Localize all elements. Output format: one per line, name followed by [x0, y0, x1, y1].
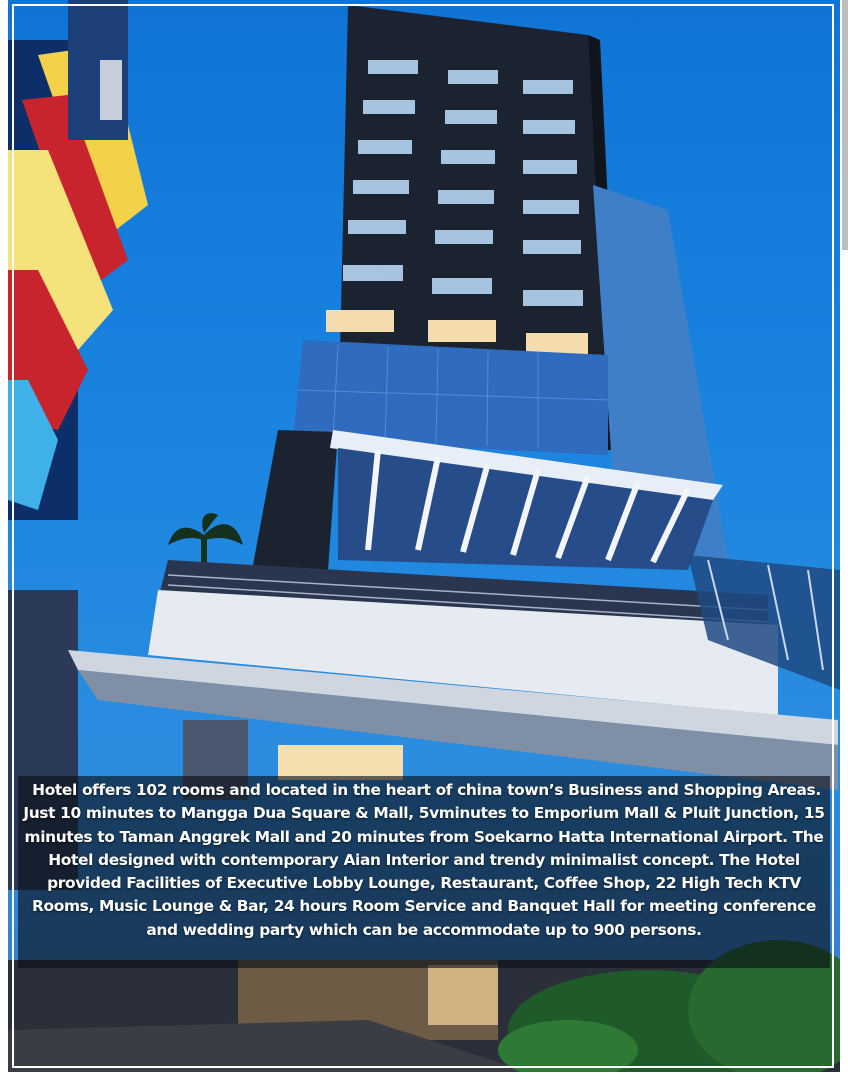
scroll-shade [842, 0, 848, 250]
left-signage [8, 0, 148, 520]
lobby-light [278, 745, 403, 780]
hotel-description: Hotel offers 102 rooms and located in the heart of china town’s Business and Shopping Areas. Just 10 minutes to Mangga Dua Square & Mall, 5vminutes to Emporium Mall & Pluit Junction, 15 minutes to Taman Anggrek Mall and 20 minutes from Soekarno Hatta International Airport. The Hotel designed with contemporary Aian Interior and trendy minimalist concept. The Hotel provided Facilities of Executive Lobby Lounge, Restaurant, Coffee Shop, 22 High Tech KTV Rooms, Music Lounge & Bar, 24 hours Room Service and Banquet Hall for meeting conference and wedding party which can be accommodate up to 900 persons. [23, 781, 825, 939]
right-margin [840, 0, 848, 1080]
